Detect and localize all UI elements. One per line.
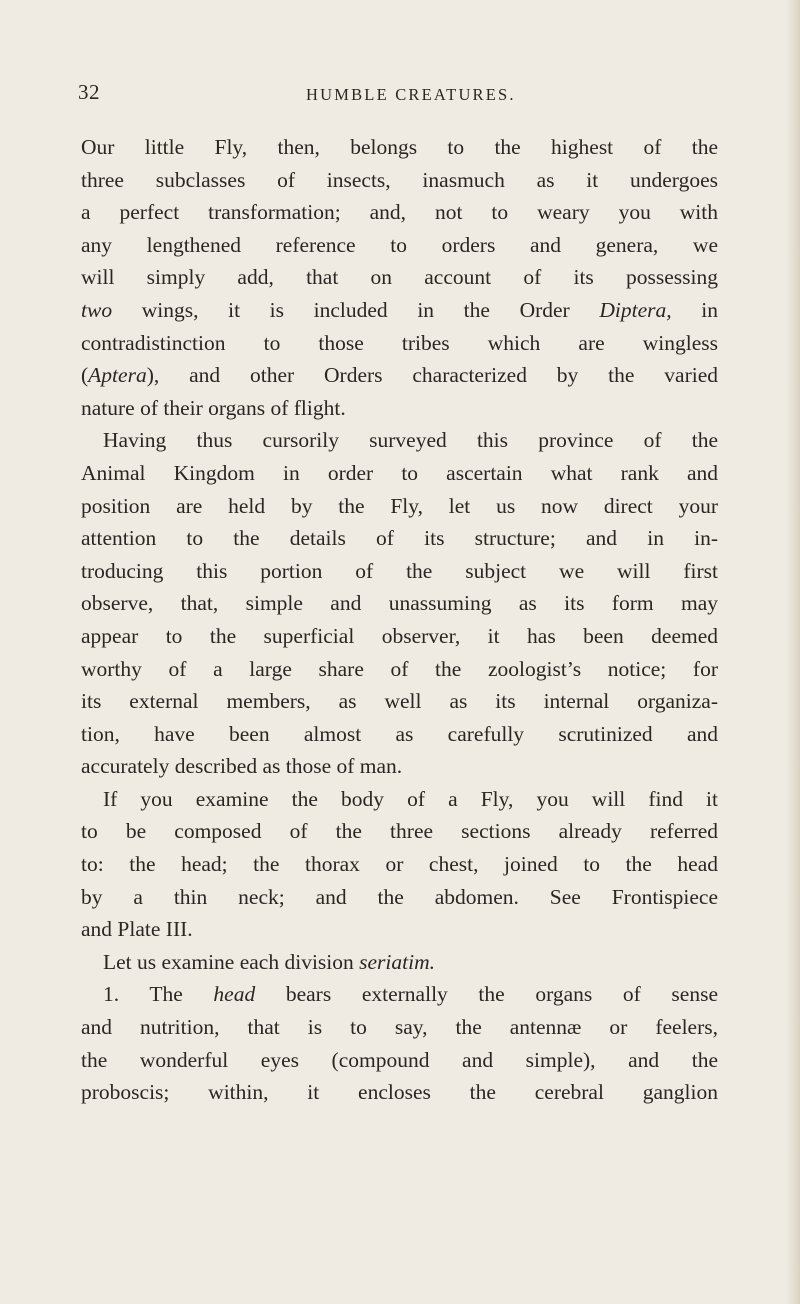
text-line: nature of their organs of flight.: [81, 395, 346, 420]
text-line: troducing this portion of the subject we will first: [81, 558, 718, 583]
text-line: a perfect transformation; and, not to weary you with: [81, 200, 718, 225]
page-header: [78, 80, 718, 114]
italic-term: Diptera,: [599, 297, 672, 322]
text-line: attention to the details of its structure; and in in-: [81, 526, 718, 551]
text-line: to be composed of the three sections already referred: [81, 819, 718, 844]
text-line: position are held by the Fly, let us now direct your: [81, 493, 718, 518]
text-line: appear to the superficial observer, it has been deemed: [81, 623, 718, 648]
text-line: accurately described as those of man.: [81, 754, 403, 779]
paragraph: [81, 424, 718, 783]
body-text: [81, 131, 718, 1109]
italic-term: head: [213, 982, 256, 1007]
text-line: by a thin neck; and the abdomen. See Frontispiece: [81, 884, 718, 909]
text-line: proboscis; within, it encloses the cerebral ganglion: [81, 1080, 718, 1105]
page-number: 32: [78, 80, 100, 104]
text-line: Having thus cursorily surveyed this province of the: [103, 428, 718, 453]
text-line: two wings, it is included in the Order Diptera, in: [81, 297, 718, 322]
italic-term: two: [81, 297, 113, 322]
text-line: to: the head; the thorax or chest, joined to the head: [81, 852, 718, 877]
text-line: its external members, as well as its internal organiza-: [81, 689, 718, 714]
italic-term: Aptera: [88, 363, 147, 388]
text-line: three subclasses of insects, inasmuch as it undergoes: [81, 167, 718, 192]
italic-term: seriatim.: [359, 949, 435, 974]
text-line: worthy of a large share of the zoologist’s notice; for: [81, 656, 718, 681]
text-line: If you examine the body of a Fly, you will find it: [103, 786, 718, 811]
text-line: observe, that, simple and unassuming as its form may: [81, 591, 718, 616]
paragraph: [81, 783, 718, 946]
text-line: 1. The head bears externally the organs of sense: [103, 982, 718, 1007]
text-line: Let us examine each division seriatim.: [103, 949, 435, 974]
text-line: any lengthened reference to orders and genera, we: [81, 232, 718, 257]
paragraph: [81, 131, 718, 424]
text-line: the wonderful eyes (compound and simple), and the: [81, 1047, 718, 1072]
text-line: will simply add, that on account of its possessing: [81, 265, 718, 290]
text-line: (Aptera), and other Orders characterized by the varied: [81, 363, 718, 388]
text-line: Animal Kingdom in order to ascertain what rank and: [81, 460, 718, 485]
text-line: contradistinction to those tribes which are wingless: [81, 330, 718, 355]
text-line: Our little Fly, then, belongs to the highest of the: [81, 135, 718, 159]
text-line: tion, have been almost as carefully scrutinized and: [81, 721, 718, 746]
text-line: and Plate III.: [81, 917, 193, 942]
text-line: and nutrition, that is to say, the antennæ or feelers,: [81, 1015, 718, 1040]
paragraph: [81, 946, 718, 979]
running-head: HUMBLE CREATURES.: [306, 85, 516, 104]
page-edge: [786, 0, 800, 1304]
paragraph: [81, 978, 718, 1108]
